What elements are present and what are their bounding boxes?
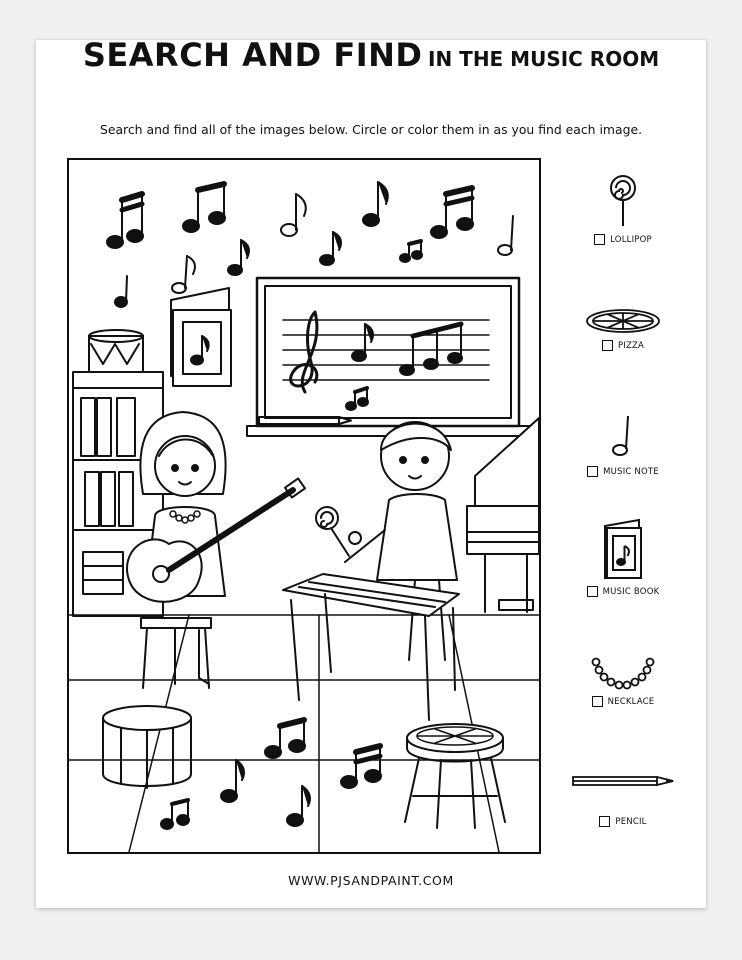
find-item-label: LOLLIPOP (610, 234, 652, 245)
xylophone (283, 574, 459, 720)
title-rest: IN THE MUSIC ROOM (428, 47, 660, 71)
find-item-lollipop (568, 172, 678, 245)
find-item-label: NECKLACE (607, 696, 655, 707)
checkbox-necklace[interactable] (592, 696, 603, 707)
page-title (0, 36, 742, 74)
hidden-lollipop (316, 507, 349, 556)
find-item-pizza (568, 308, 678, 351)
find-item-label: MUSIC BOOK (602, 586, 660, 597)
title-main: SEARCH AND FIND (82, 36, 423, 74)
find-item-label: PENCIL (615, 816, 647, 827)
girl-with-guitar (127, 412, 305, 688)
floating-music-notes (107, 182, 513, 307)
music-note-icon (568, 412, 678, 460)
music-book-icon (568, 518, 678, 580)
necklace-icon (568, 656, 678, 690)
chalkboard (247, 278, 529, 436)
checkbox-pencil[interactable] (599, 816, 610, 827)
find-item-music-book (568, 518, 678, 597)
music-room-illustration (67, 158, 541, 854)
find-item-necklace (568, 656, 678, 707)
floor-music-notes (161, 720, 381, 829)
find-item-label: PIZZA (617, 340, 645, 351)
checkbox-lollipop[interactable] (594, 234, 605, 245)
find-item-pencil (568, 774, 678, 827)
drum (103, 706, 191, 788)
instructions-text: Search and find all of the images below. Circle or color them in as you find each image. (99, 122, 643, 137)
checkbox-pizza[interactable] (602, 340, 613, 351)
find-item-label: MUSIC NOTE (603, 466, 659, 477)
lollipop-icon (568, 172, 678, 228)
boy-with-xylophone (316, 422, 457, 660)
pizza-icon (568, 308, 678, 334)
piano (467, 418, 539, 612)
find-item-music-note (568, 412, 678, 477)
checkbox-music-book[interactable] (587, 586, 598, 597)
checkbox-music-note[interactable] (587, 466, 598, 477)
pencil-icon (568, 774, 678, 788)
hidden-music-book (171, 288, 231, 386)
footer-url: WWW.PJSANDPAINT.COM (288, 873, 454, 888)
